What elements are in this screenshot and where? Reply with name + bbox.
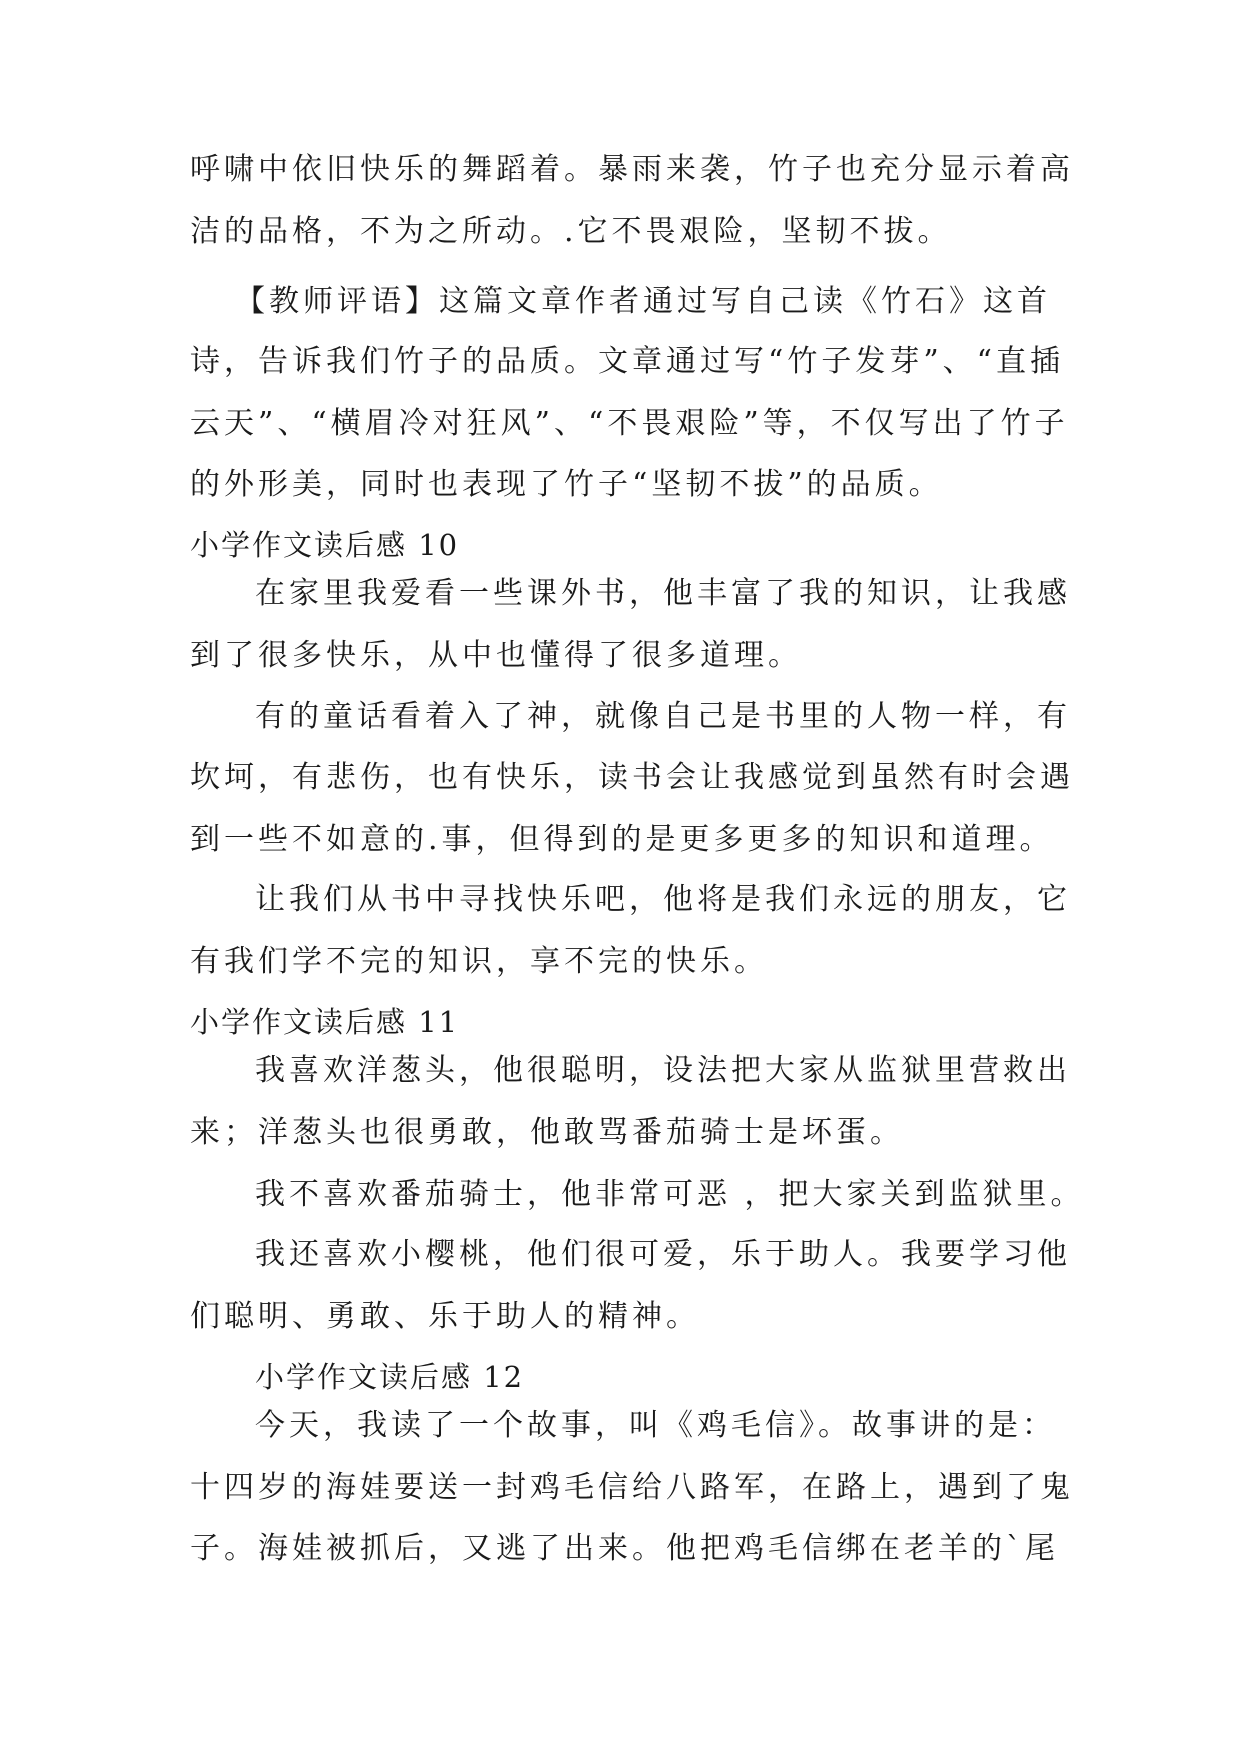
text-line: 诗，告诉我们竹子的品质。文章通过写“竹子发芽”、“直插 [190, 344, 1065, 379]
text-line: 到一些不如意的.事，但得到的是更多更多的知识和道理。 [190, 822, 1054, 857]
text-line: 让我们从书中寻找快乐吧，他将是我们永远的朋友，它 [255, 882, 1071, 917]
section-heading: 小学作文读后感 12 [255, 1360, 525, 1394]
text-line: 在家里我爱看一些课外书，他丰富了我的知识，让我感 [255, 576, 1071, 611]
section-heading: 小学作文读后感 11 [190, 1005, 460, 1039]
text-line: 【教师评语】这篇文章作者通过写自己读《竹石》这首 [235, 284, 1051, 319]
text-line: 坎坷，有悲伤，也有快乐，读书会让我感觉到虽然有时会遇 [190, 760, 1074, 795]
text-line: 我还喜欢小樱桃，他们很可爱，乐于助人。我要学习他 [255, 1237, 1071, 1272]
text-line: 呼啸中依旧快乐的舞蹈着。暴雨来袭，竹子也充分显示着高 [190, 152, 1074, 187]
text-line: 有的童话看着入了神，就像自己是书里的人物一样，有 [255, 699, 1071, 734]
text-line: 我喜欢洋葱头，他很聪明，设法把大家从监狱里营救出 [255, 1053, 1071, 1088]
text-line: 今天，我读了一个故事，叫《鸡毛信》。故事讲的是： [255, 1408, 1056, 1443]
text-line: 洁的品格，不为之所动。.它不畏艰险，坚韧不拔。 [190, 214, 952, 249]
section-heading: 小学作文读后感 10 [190, 528, 460, 562]
text-line: 们聪明、勇敢、乐于助人的精神。 [190, 1299, 700, 1334]
text-line: 来；洋葱头也很勇敢，他敢骂番茄骑士是坏蛋。 [190, 1115, 904, 1150]
text-line: 云天”、“横眉冷对狂风”、“不畏艰险”等，不仅写出了竹子 [190, 406, 1069, 441]
text-line: 十四岁的海娃要送一封鸡毛信给八路军，在路上，遇到了鬼 [190, 1470, 1074, 1505]
text-line: 的外形美，同时也表现了竹子“坚韧不拔”的品质。 [190, 467, 943, 502]
text-line: 子。海娃被抓后，又逃了出来。他把鸡毛信绑在老羊的`尾 [190, 1531, 1059, 1566]
text-line: 到了很多快乐，从中也懂得了很多道理。 [190, 638, 802, 673]
text-line: 我不喜欢番茄骑士，他非常可恶 ，把大家关到监狱里。 [255, 1177, 1085, 1212]
text-line: 有我们学不完的知识，享不完的快乐。 [190, 944, 768, 979]
